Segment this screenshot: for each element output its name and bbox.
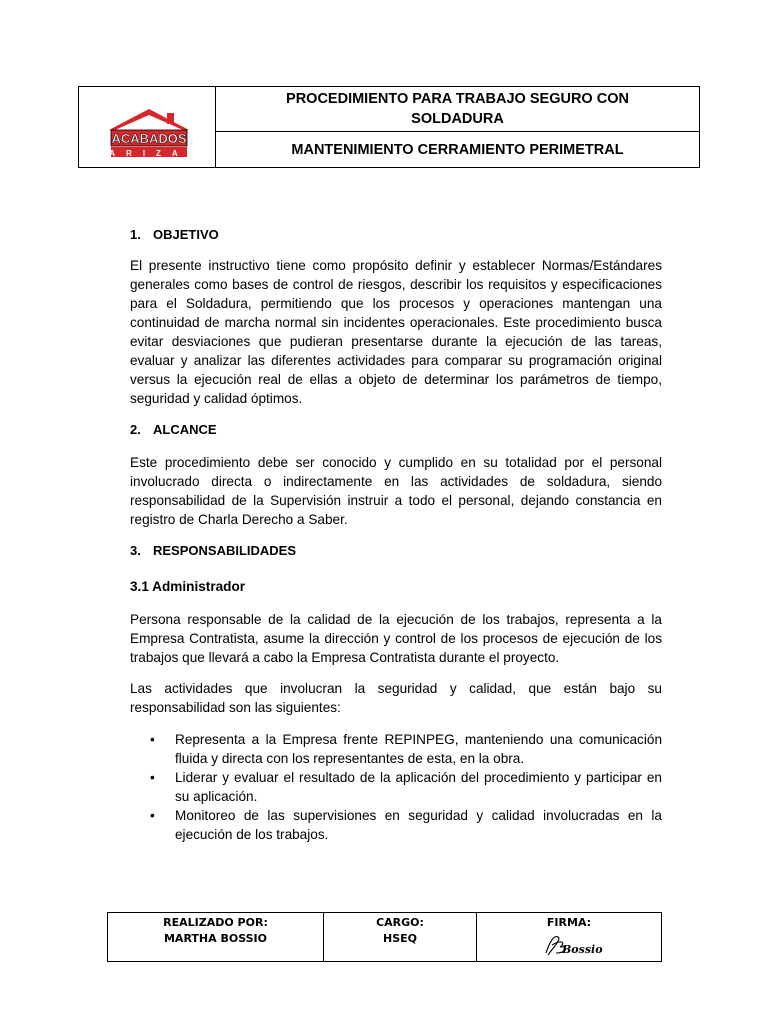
- section-title: RESPONSABILIDADES: [153, 543, 297, 558]
- realizado-value: MARTHA BOSSIO: [163, 932, 268, 945]
- realizado-label: REALIZADO POR:: [163, 916, 268, 929]
- bullet-icon: •: [150, 770, 155, 785]
- title-line-1: PROCEDIMIENTO PARA TRABAJO SEGURO CON: [286, 91, 629, 107]
- footer-realizado-cell: [108, 913, 324, 961]
- subsection-heading-administrador: 3.1 Administrador: [130, 579, 246, 594]
- list-item: [130, 768, 662, 806]
- bullet-icon: •: [150, 732, 155, 747]
- responsibilities-list: [130, 730, 662, 844]
- header-titles: [216, 87, 699, 167]
- section-title: OBJETIVO: [153, 227, 219, 242]
- document-title: [216, 87, 699, 132]
- acabados-ariza-logo: [109, 107, 189, 159]
- bullet-icon: •: [150, 808, 155, 823]
- section-heading-alcance: [130, 420, 217, 439]
- section-number: 3.: [130, 543, 141, 558]
- objetivo-paragraph: El presente instructivo tiene como propósito definir y establecer Normas/Estándares generales como bases de control de riesgos, describir los requisitos y especificaciones para el Soldadura, permitiendo que los procesos y operaciones mantengan una continuidad de marcha normal sin incidentes operacionales. Este procedimiento busca evitar desviaciones que pudieran presentarse durante la ejecución de las tareas, evaluar y analizar las diferentes actividades para comparar su programación original versus la ejecución real de ellas a objeto de determinar los parámetros de tiempo, seguridad y calidad óptimos.: [130, 258, 662, 406]
- logo-brand-text: ACABADOS: [111, 131, 187, 146]
- document-subtitle: MANTENIMIENTO CERRAMIENTO PERIMETRAL: [291, 141, 624, 158]
- footer-table: [107, 912, 662, 962]
- footer-firma-cell: [477, 913, 661, 961]
- actividades-paragraph: Las actividades que involucran la seguridad y calidad, que están bajo su responsabilidad son las siguientes:: [130, 681, 662, 715]
- firma-label: FIRMA:: [546, 916, 592, 929]
- administrador-paragraph: Persona responsable de la calidad de la ejecución de los trabajos, representa a la Empresa Contratista, asume la dirección y control de los procesos de ejecución de los trabajos que llevará a cabo la Empresa Contratista durante el proyecto.: [130, 612, 662, 665]
- section-number: 2.: [130, 422, 141, 437]
- alcance-paragraph: Este procedimiento debe ser conocido y cumplido en su totalidad por el personal involucrado directa o indirectamente en las actividades de soldadura, siendo responsabilidad de la Supervisión instruir a todo el personal, dejando constancia en registro de Charla Derecho a Saber.: [130, 455, 662, 527]
- cargo-value: HSEQ: [383, 932, 417, 945]
- section-heading-responsabilidades: [130, 541, 296, 560]
- list-item-text: Representa a la Empresa frente REPINPEG, manteniendo una comunicación fluida y directa con los representantes de esta, en la obra.: [175, 732, 662, 766]
- logo-sub-text: ARIZA: [109, 149, 189, 158]
- list-item-text: Liderar y evaluar el resultado de la aplicación del procedimiento y participar en su aplicación.: [175, 770, 662, 804]
- list-item: [130, 730, 662, 768]
- list-item-text: Monitoreo de las supervisiones en seguridad y calidad involucradas en la ejecución de los trabajos.: [175, 808, 662, 842]
- cargo-label: CARGO:: [376, 916, 424, 929]
- section-number: 1.: [130, 227, 141, 242]
- footer-cargo-cell: [324, 913, 477, 961]
- list-item: [130, 806, 662, 844]
- header-table: [78, 86, 700, 168]
- section-title: ALCANCE: [153, 422, 217, 437]
- signature-text: Bossio: [562, 943, 603, 956]
- logo-cell: [79, 87, 216, 167]
- title-line-2: SOLDADURA: [411, 111, 504, 127]
- section-heading-objetivo: [130, 225, 219, 244]
- signature-image: [542, 931, 606, 959]
